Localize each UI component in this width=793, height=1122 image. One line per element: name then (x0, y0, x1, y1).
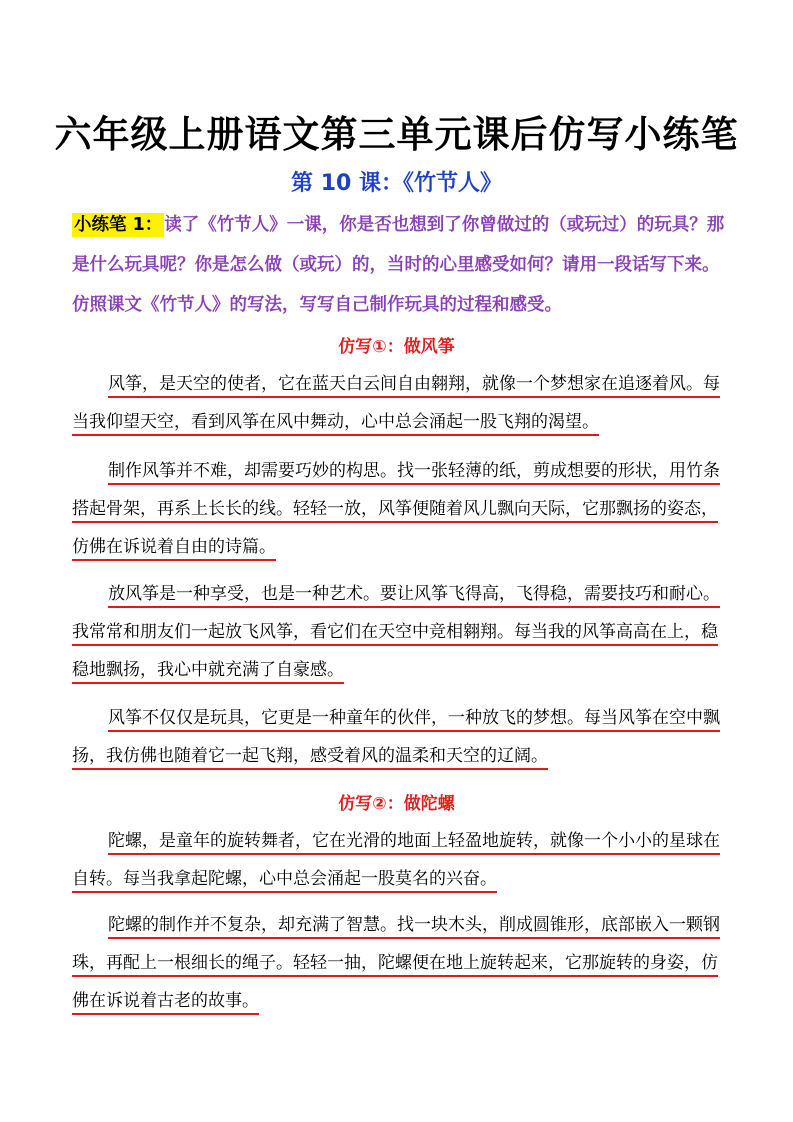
imitation-2-heading: 仿写②：做陀螺 (338, 794, 455, 814)
task-text: 读了《竹节人》一课，你是否也想到了你曾做过的（或玩过）的玩具？那是什么玩具呢？你是怎么做（或玩）的，当时的心里感受如何？请用一段话写下来。 仿照课文《竹节人》的写法，写写自己制作玩具的过程和感受。 (72, 215, 725, 315)
paragraph-text: 风筝不仅仅是玩具，它更是一种童年的伙伴，一种放飞的梦想。每当风筝在空中飘扬，我仿佛也随着它一起飞翔，感受着风的温柔和天空的辽阔。 (72, 708, 720, 766)
task-label: 小练笔 1： (74, 215, 163, 235)
imitation-1-paragraph-3 (72, 575, 726, 689)
imitation-2-paragraph-2 (72, 906, 726, 1020)
imitation-1-heading: 仿写①：做风筝 (338, 337, 455, 357)
paragraph-text: 陀螺的制作并不复杂，却充满了智慧。找一块木头，削成圆锥形，底部嵌入一颗钢珠，再配上一根细长的绳子。轻轻一抽，陀螺便在地上旋转起来，它那旋转的身姿，仿佛在诉说着古老的故事。 (72, 915, 720, 1011)
document-title: 六年级上册语文第三单元课后仿写小练笔 (54, 113, 739, 156)
task-prompt (72, 205, 732, 325)
imitation-1-paragraph-4 (72, 699, 726, 775)
imitation-1-paragraph-2 (72, 452, 726, 566)
paragraph-text: 陀螺，是童年的旋转舞者，它在光滑的地面上轻盈地旋转，就像一个小小的星球在自转。每当我拿起陀螺，心中总会涌起一股莫名的兴奋。 (72, 831, 720, 889)
paragraph-text: 风筝，是天空的使者，它在蓝天白云间自由翱翔，就像一个梦想家在追逐着风。每当我仰望天空，看到风筝在风中舞动，心中总会涌起一股飞翔的渴望。 (72, 374, 720, 432)
paragraph-text: 制作风筝并不难，却需要巧妙的构思。找一张轻薄的纸，剪成想要的形状，用竹条搭起骨架，再系上长长的线。轻轻一放，风筝便随着风儿飘向天际，它那飘扬的姿态，仿佛在诉说着自由的诗篇。 (72, 461, 720, 557)
imitation-1-paragraph-1 (72, 365, 726, 441)
paragraph-text: 放风筝是一种享受，也是一种艺术。要让风筝飞得高，飞得稳，需要技巧和耐心。我常常和朋友们一起放飞风筝，看它们在天空中竞相翱翔。每当我的风筝高高在上，稳稳地飘扬，我心中就充满了自豪感。 (72, 584, 720, 680)
imitation-2-paragraph-1 (72, 822, 726, 898)
lesson-heading: 第 10 课：《竹节人》 (291, 171, 502, 196)
